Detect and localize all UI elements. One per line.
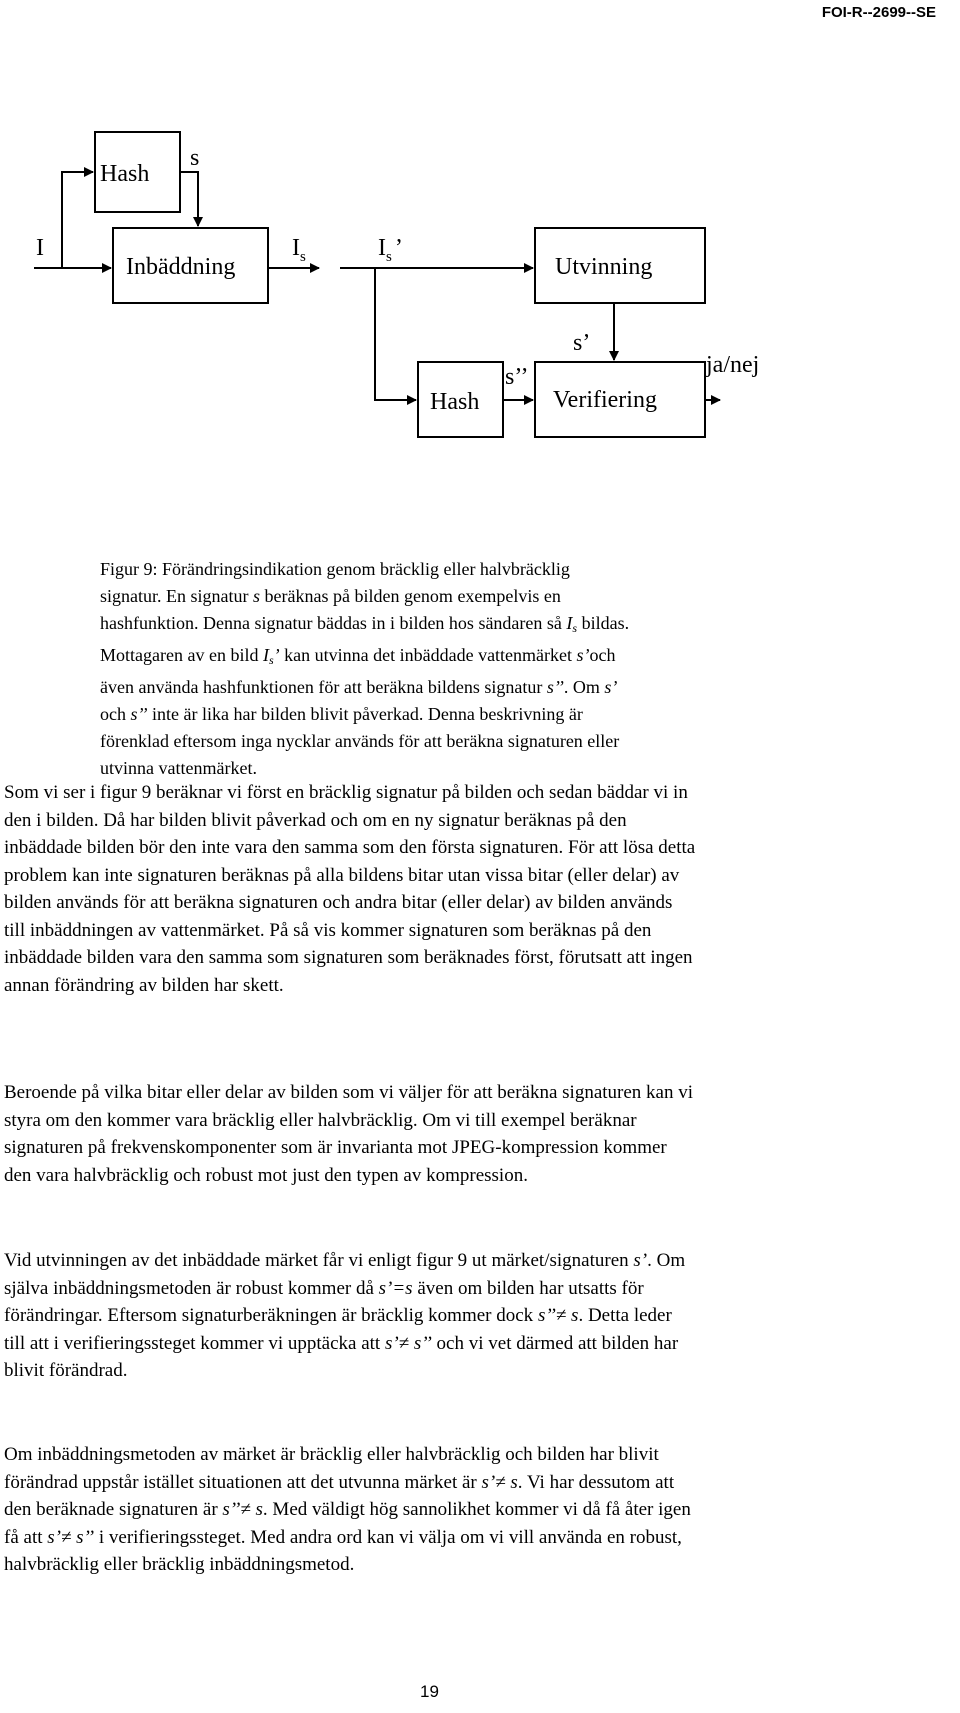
paragraph-3 <box>4 1247 914 1385</box>
text-line: Som vi ser i figur 9 beräknar vi först en bräcklig signatur på bilden och sedan bäddar vi in <box>4 782 688 803</box>
caption-line: förenklad eftersom inga nycklar används för att beräkna signaturen eller <box>100 731 620 751</box>
caption-line: även använda hashfunktionen för att beräkna bildens signatur s’’. Om s’ <box>100 677 618 697</box>
document-id: FOI-R--2699--SE <box>821 4 936 21</box>
caption-line: hashfunktion. Denna signatur bäddas in i bilden hos sändaren så $I_s$ bildas. <box>100 613 630 635</box>
text-line: inbäddade bilden bör den inte vara den samma som den första signaturen. För att lösa detta <box>4 837 696 858</box>
text-line: problem kan inte signaturen beräknas på alla bildens bitar utan vissa bitar (eller delar) av <box>4 864 680 886</box>
paragraph-4 <box>4 1441 914 1579</box>
text-line: blivit förändrad. <box>4 1360 128 1381</box>
output-label: ja/nej <box>706 352 760 378</box>
text-line: Om inbäddningsmetoden av märket är bräcklig eller halvbräcklig och bilden har blivit <box>4 1444 659 1465</box>
caption-line: signatur. En signatur s beräknas på bilden genom exempelvis en <box>100 586 561 606</box>
text-line: förändrad uppstår istället situationen att det utvunna märket är s’≠ s. Vi har dessutom att <box>4 1471 675 1493</box>
text-line: den vara halvbräcklig och robust mot just den typen av kompression. <box>4 1164 528 1186</box>
text-line: styra om den kommer vara bräcklig eller halvbräcklig. Om vi till exempel beräknar <box>4 1109 637 1131</box>
paragraph-2 <box>4 1079 914 1189</box>
text-line: till att i verifieringssteget kommer vi upptäcka att s’≠ s’’ och vi vet därmed att bilden har <box>4 1332 679 1354</box>
text-line: den i bilden. Då har bilden blivit påverkad och om en ny signatur beräknas på den <box>4 809 627 831</box>
s-label: s <box>190 145 200 171</box>
verify-label: Verifiering <box>553 387 657 413</box>
page-number: 19 <box>420 1682 439 1701</box>
caption-line: och s’’ inte är lika har bilden blivit påverkad. Denna beskrivning är <box>100 704 583 724</box>
extract-label: Utvinning <box>555 254 653 280</box>
figure-9-diagram <box>0 0 960 460</box>
caption-line: Figur 9: Förändringsindikation genom bräcklig eller halvbräcklig <box>100 559 570 579</box>
text-line: förändringar. Eftersom signaturberäkningen är bräcklig kommer dock s’’≠ s. Detta leder <box>4 1305 672 1326</box>
is-prime-label: $I_s$ ’ <box>378 235 403 265</box>
paragraph-1 <box>4 779 914 999</box>
text-line: få att s’≠ s’’ i verifieringssteget. Med andra ord kan vi välja om vi vill använda en robust, <box>4 1526 682 1548</box>
s-double-prime-label: s’’ <box>505 364 529 390</box>
hash-bottom-label: Hash <box>430 389 480 415</box>
hash-top-label: Hash <box>100 161 150 187</box>
text-line: inbäddade bilden vara den samma som signaturen som beräknades först, förutsatt att ingen <box>4 947 693 968</box>
text-line: signaturen på frekvenskomponenter som är invarianta mot JPEG-kompression kommer <box>4 1137 667 1158</box>
input-i-label: I <box>36 235 44 261</box>
text-line: annan förändring av bilden har skett. <box>4 974 284 996</box>
arrow-i-to-hash <box>62 172 93 268</box>
arrow-hash-to-embed <box>180 172 198 226</box>
embed-label: Inbäddning <box>126 254 236 280</box>
figure-caption <box>100 556 800 782</box>
arrow-is-prime-to-hash <box>375 268 416 400</box>
text-line: till inbäddningen av vattenmärket. På så vis kommer signaturen som beräknas på den <box>4 919 652 941</box>
text-line: bilden används för att beräkna signaturen och andra bitar (eller delar) av bilden används <box>4 892 673 913</box>
caption-line: Mottagaren av en bild $I_s$’ kan utvinna det inbäddade vattenmärket s’och <box>100 645 616 667</box>
text-line: halvbräcklig eller bräcklig inbäddningsmetod. <box>4 1554 355 1575</box>
is-label: $I_s$ <box>292 235 306 265</box>
text-line: Vid utvinningen av det inbäddade märket får vi enligt figur 9 ut märket/signaturen s’. Om <box>4 1250 686 1271</box>
s-prime-label: s’ <box>573 330 591 356</box>
text-line: den beräknade signaturen är s’’≠ s. Med väldigt hög sannolikhet kommer vi då få åter igen <box>4 1499 691 1520</box>
text-line: Beroende på vilka bitar eller delar av bilden som vi väljer för att beräkna signaturen kan vi <box>4 1082 694 1103</box>
caption-line: utvinna vattenmärket. <box>100 758 257 778</box>
text-line: själva inbäddningsmetoden är robust kommer då s’=s även om bilden har utsatts för <box>4 1277 644 1299</box>
